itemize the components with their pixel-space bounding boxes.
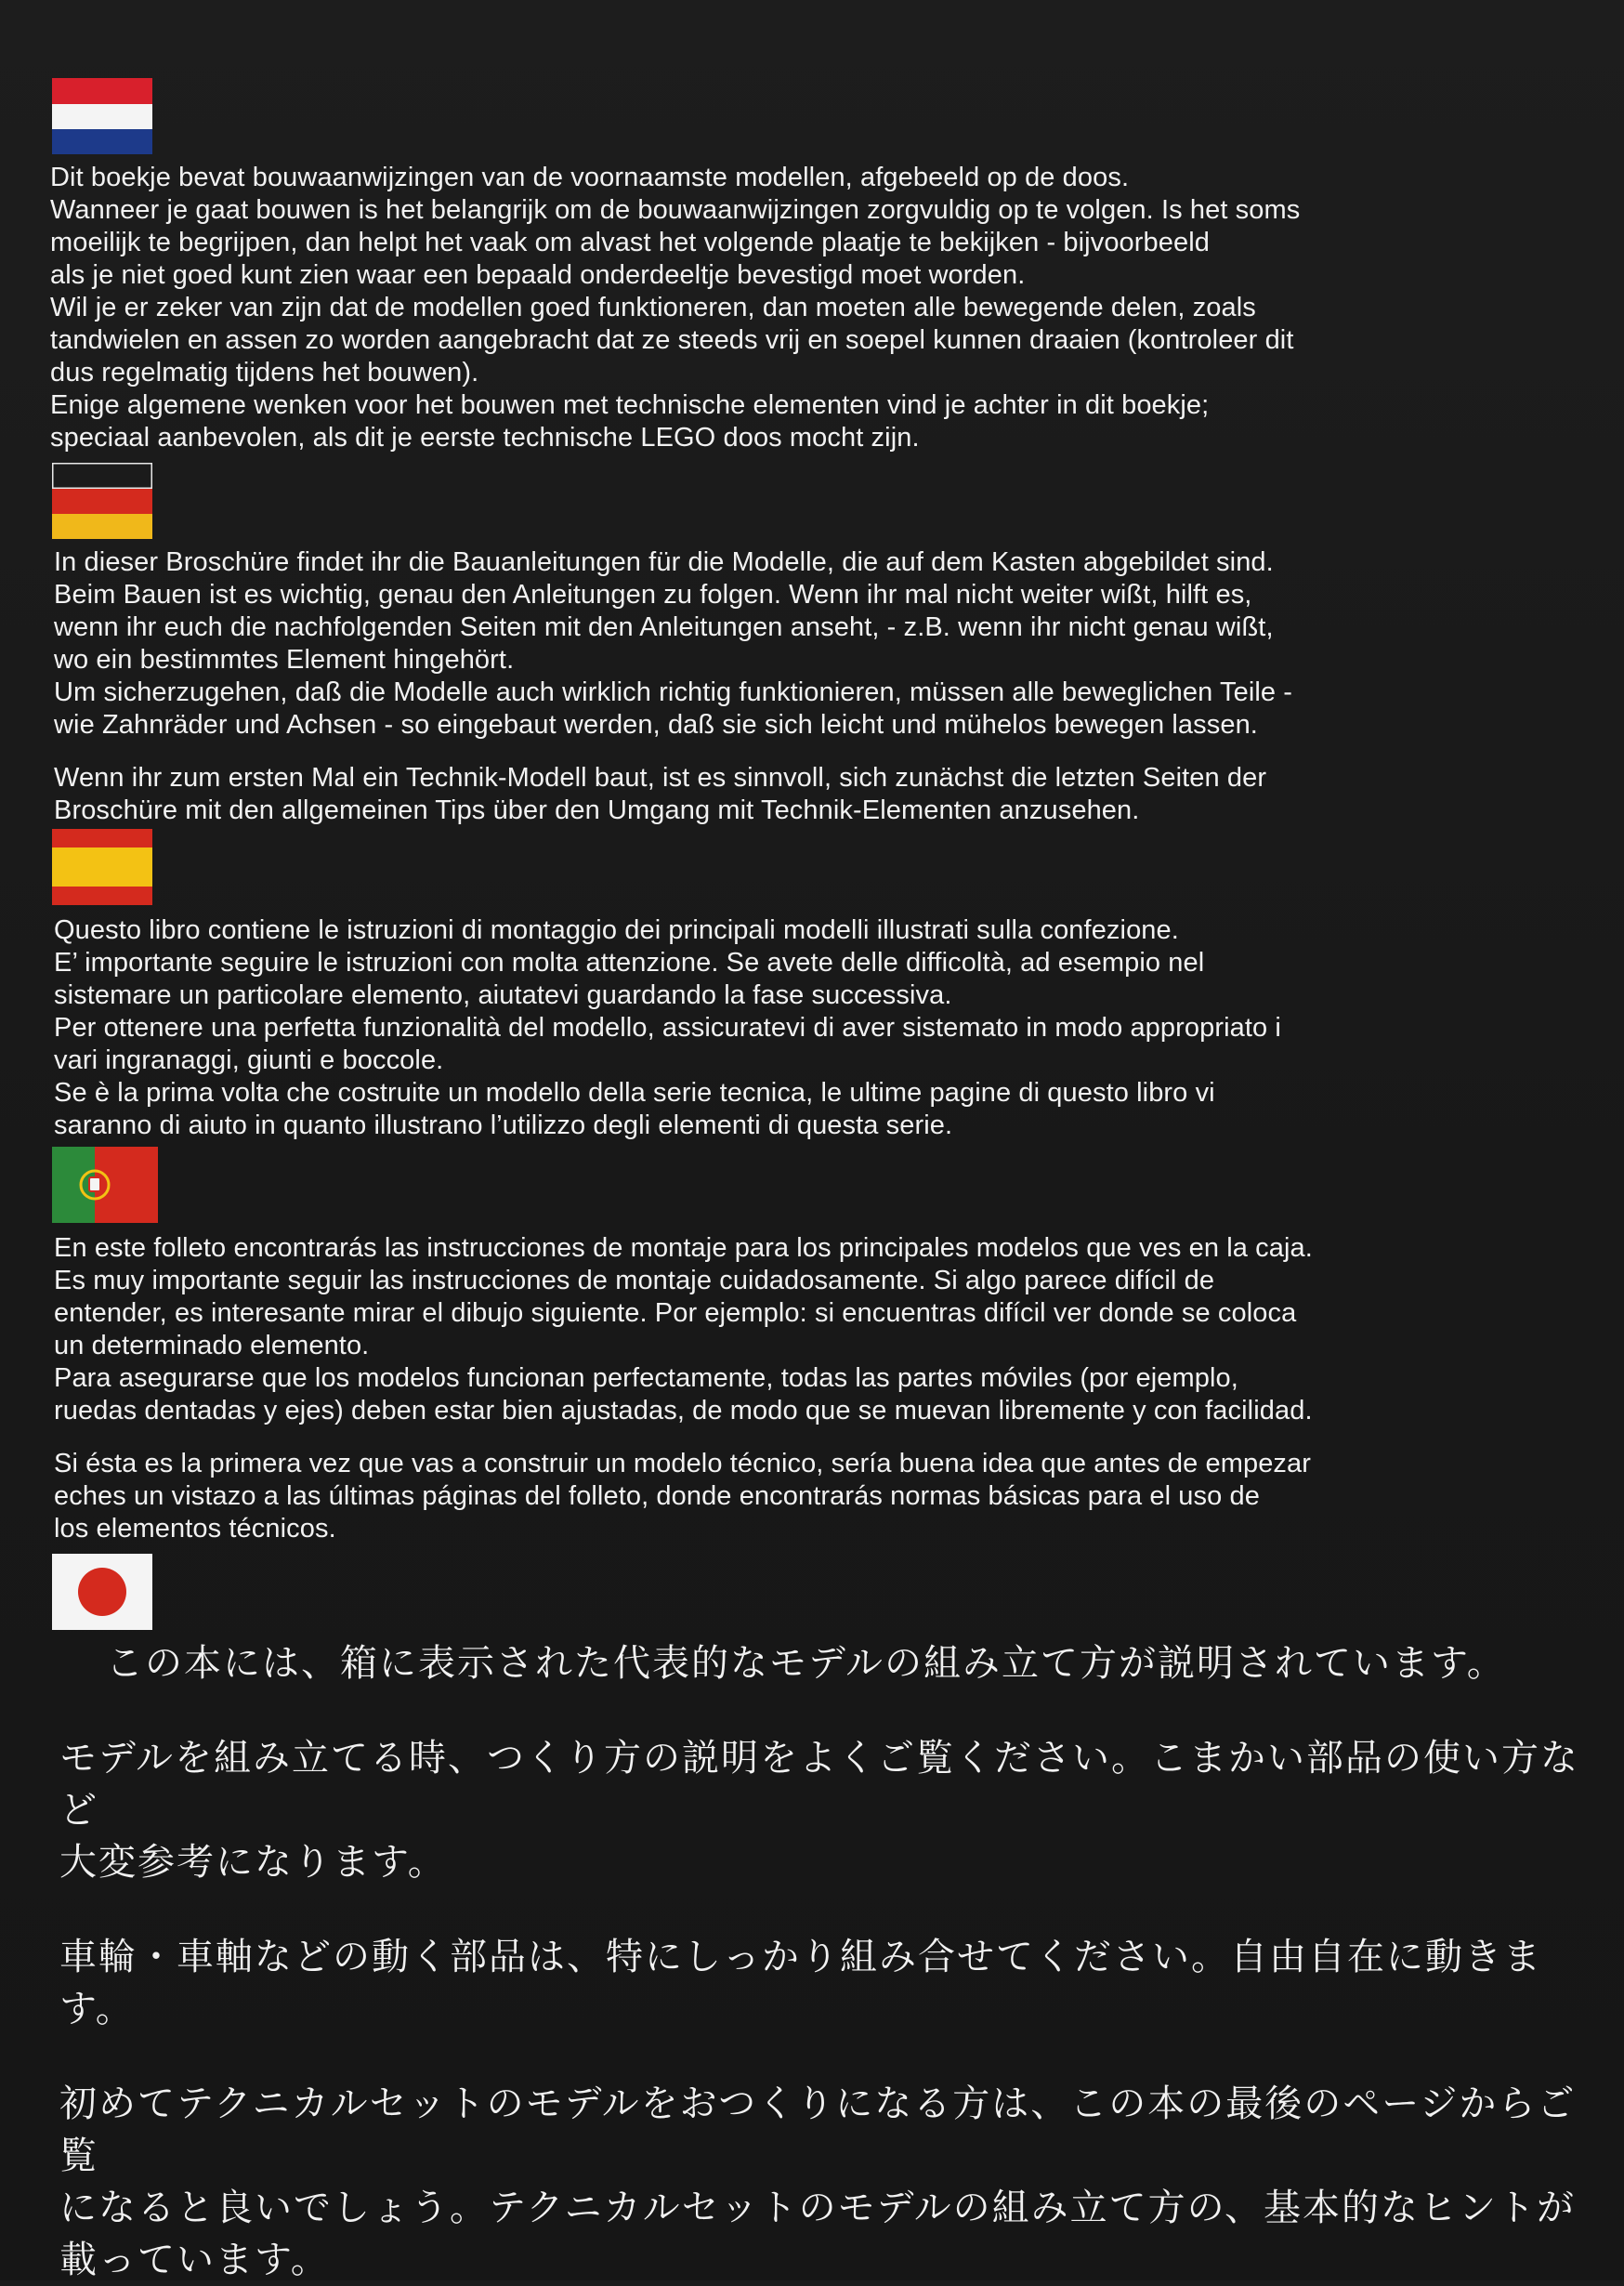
italian-text [54,914,1281,1142]
dutch-paragraph-1: Dit boekje bevat bouwaanwijzingen van de voornaamste modellen, afgebeeld op de doos. Wanneer je gaat bouwen is het belangrijk om de bouwaanwijzingen zorgvuldig op te volgen. Is het soms moeilijk te begrijpen, dan helpt het vaak om alvast het volgende plaatje te bekijken - bijvoorbeeld als je niet goed kunt zien waar een bepaald onderdeeltje bevestigd moet worden. Wil je er zeker van zijn dat de modellen goed funktioneren, dan moeten alle bewegende delen, zoals tandwielen en assen zo worden aangebracht dat ze steeds vrij en soepel kunnen draaien (kontroleer dit dus regelmatig tijdens het bouwen). Enige algemene wenken voor het bouwen met technische elementen vind je achter in dit boekje; speciaal aanbevolen, als dit je eerste technische LEGO doos mocht zijn. [50,163,1301,453]
japanese-text [59,1637,1583,2286]
japanese-paragraph-4: 初めてテクニカルセットのモデルをおつくりになる方は、この本の最後のページからご覧 になると良いでしょう。テクニカルセットのモデルの組み立て方の、基本的なヒントが 載っています。 [59,2082,1577,2281]
japanese-paragraph-2: モデルを組み立てる時、つくり方の説明をよくご覧ください。こまかい部品の使い方など 大変参考になります。 [59,1737,1579,1884]
japanese-paragraph-3: 車輪・車軸などの動く部品は、特にしっかり組み合せてください。自由自在に動きます。 [59,1936,1542,2030]
german-paragraph-1: In dieser Broschüre findet ihr die Bauanleitungen für die Modelle, die auf dem Kasten abgebildet sind. Beim Bauen ist es wichtig, genau den Anleitungen zu folgen. Wenn ihr mal nicht weiter wißt, hilft es, wenn ihr euch die nachfolgenden Seiten mit den Anleitungen anseht, - z.B. wenn ihr nicht genau wißt, wo ein bestimmtes Element hingehört. Um sicherzugehen, daß die Modelle auch wirklich richtig funktionieren, müssen alle beweglichen Teile - wie Zahnräder und Achsen - so eingebaut werden, daß sie sich leicht und mühelos bewegen lassen. [54,547,1293,740]
section-german [48,463,1581,825]
section-dutch [48,78,1581,453]
german-text [54,546,1292,827]
spanish-paragraph-2: Si ésta es la primera vez que vas a construir un modelo técnico, sería buena idea que antes de empezar eches un vistazo a las últimas páginas del folleto, donde encontrarás normas básicas para el uso de los elementos técnicos. [54,1449,1312,1544]
section-italian [48,829,1581,1140]
section-japanese [48,1554,1581,2281]
german-paragraph-2: Wenn ihr zum ersten Mal ein Technik-Modell baut, ist es sinnvoll, sich zunächst die letzten Seiten der Broschüre mit den allgemeinen Tips über den Umgang mit Technik-Elementen anzusehen. [54,763,1267,825]
netherlands-flag-icon [52,78,152,154]
italian-paragraph-1: Questo libro contiene le istruzioni di montaggio dei principali modelli illustrati sulla confezione. E’ importante seguire le istruzioni con molta attenzione. Se avete delle difficoltà, ad esempio nel sistemare un particolare elemento, aiutatevi guardando la fase successiva. Per ottenere una perfetta funzionalità del modello, assicuratevi di aver sistemato in modo appropriato i vari ingranaggi, giunti e boccole. Se è la prima volta che costruite un modello della serie tecnica, le ultime pagine di questo libro vi saranno di aiuto in quanto illustrano l’utilizzo degli elementi di questa serie. [54,915,1281,1140]
spain-flag-icon [52,829,152,905]
japan-flag-icon [52,1554,152,1630]
dutch-text [50,162,1300,454]
spanish-paragraph-1: En este folleto encontrarás las instrucciones de montaje para los principales modelos que ves en la caja. Es muy importante seguir las instrucciones de montaje cuidadosamente. Si algo parece difícil de entender, es interesante mirar el dibujo siguiente. Por ejemplo: si encuentras difícil ver donde se coloca un determinado elemento. Para asegurarse que los modelos funcionan perfectamente, todas las partes móviles (por ejemplo, ruedas dentadas y ejes) deben estar bien ajustadas, de modo que se muevan libremente y con facilidad. [54,1233,1313,1425]
portugal-flag-icon [52,1147,158,1223]
japanese-paragraph-1: この本には、箱に表示された代表的なモデルの組み立て方が説明されています。 [106,1642,1506,1685]
section-spanish [48,1147,1581,1544]
spanish-text [54,1232,1313,1545]
germany-flag-icon [52,463,152,539]
